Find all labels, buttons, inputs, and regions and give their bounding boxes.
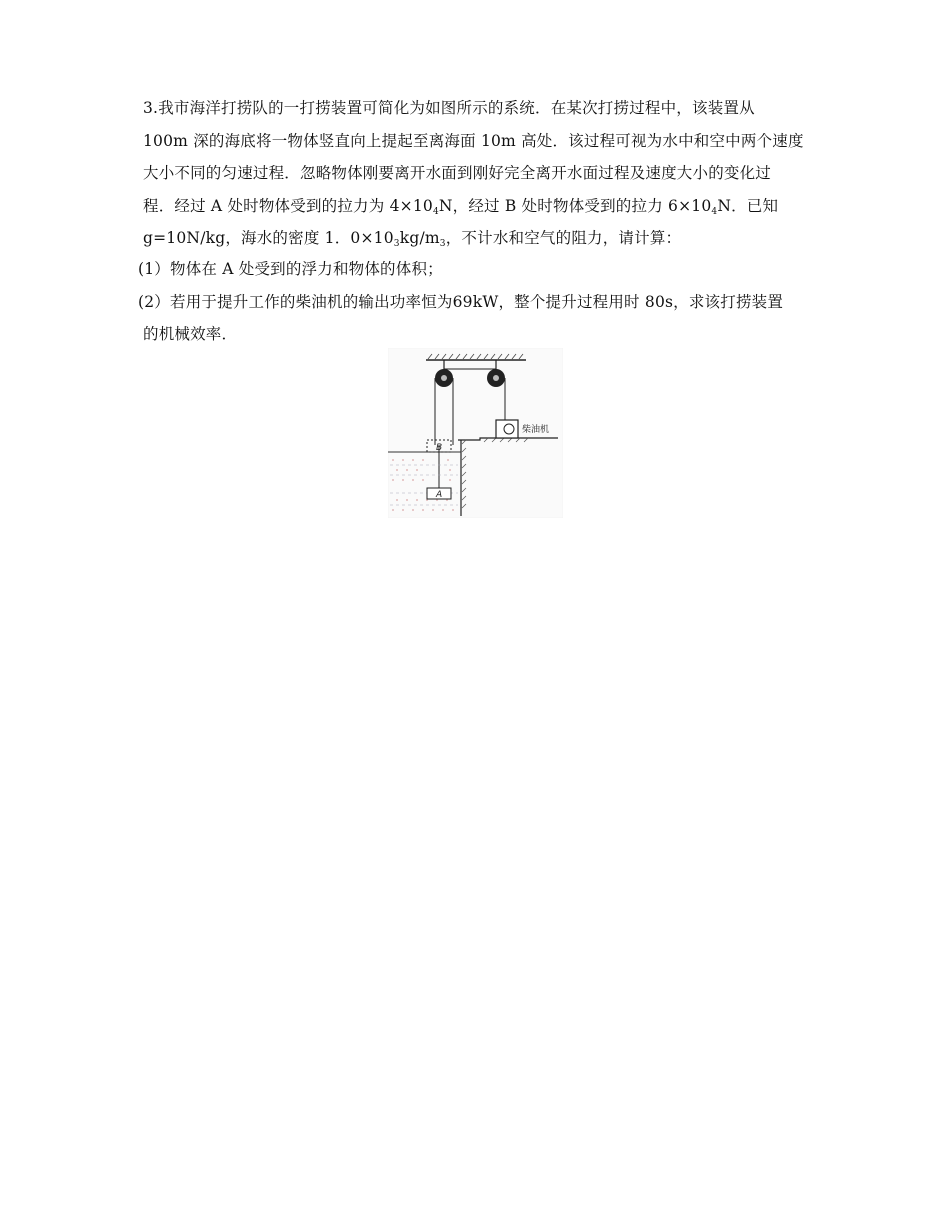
pulley-diagram-svg [388, 348, 563, 518]
question-2-cont: 的机械效率． [143, 325, 238, 343]
line4-post: N．已知 [717, 197, 779, 215]
pulley-diagram [388, 348, 563, 518]
line5-post: ，不计水和空气的阻力，请计算： [445, 229, 682, 247]
problem-line-1: 3.我市海洋打捞队的一打捞装置可简化为如图所示的系统．在某次打捞过程中，该装置从 [143, 99, 755, 117]
line5-exp2: 3 [439, 239, 446, 249]
label-a: A [436, 490, 443, 500]
line4-exp1: 4 [432, 207, 439, 217]
label-b: B [436, 443, 443, 453]
problem-line-2: 100m 深的海底将一物体竖直向上提起至离海面 10m 高处．该过程可视为水中和空中两个速度 [143, 132, 804, 150]
line4-mid: N，经过 B 处时物体受到的拉力 6×10 [438, 197, 712, 215]
line4-exp2: 4 [711, 207, 718, 217]
problem-line-4 [143, 196, 778, 219]
problem-line-3: 大小不同的匀速过程．忽略物体刚要离开水面到刚好完全离开水面过程及速度大小的变化过 [143, 164, 772, 182]
line5-exp1: 3 [393, 239, 400, 249]
object-a [427, 488, 451, 500]
line5-pre: g=10N/kg，海水的密度 1．0×10 [143, 229, 394, 247]
line5-mid: kg/m [399, 229, 440, 247]
engine-label: 柴油机 [522, 425, 550, 435]
line4-pre: 程．经过 A 处时物体受到的拉力为 4×10 [143, 197, 433, 215]
question-2: (2）若用于提升工作的柴油机的输出功率恒为69kW，整个提升过程用时 80s，求该打捞装置 [138, 293, 784, 311]
question-1: (1）物体在 A 处受到的浮力和物体的体积； [138, 260, 443, 278]
problem-line-5 [143, 228, 681, 251]
